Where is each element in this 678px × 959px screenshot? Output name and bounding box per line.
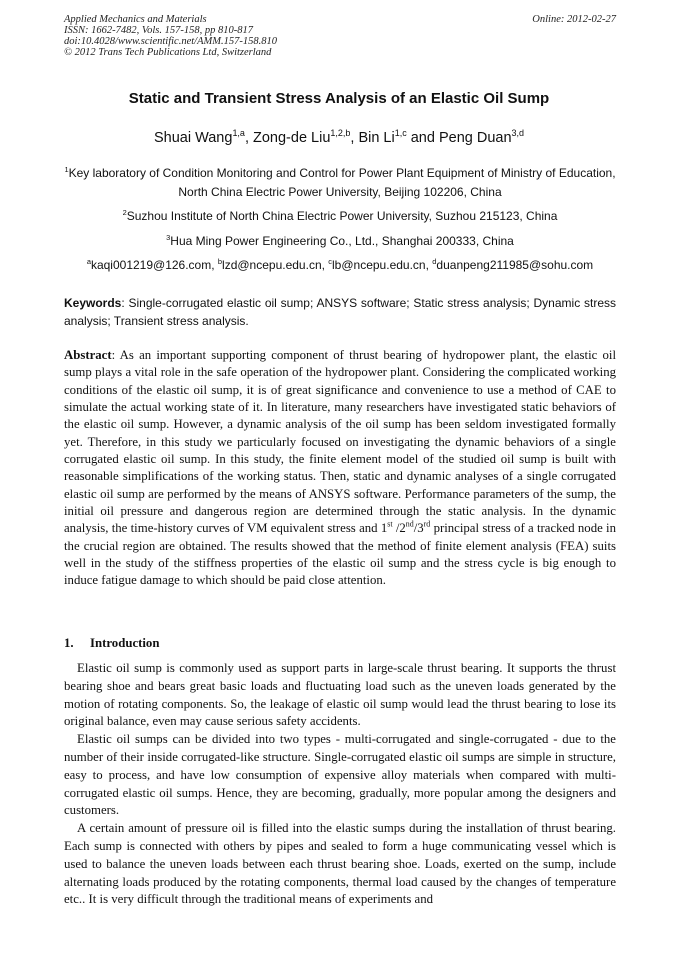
affiliation-1 xyxy=(64,164,616,202)
affiliation-2 xyxy=(64,207,616,226)
journal-header xyxy=(64,14,616,58)
affiliation-sup: 2 xyxy=(122,208,127,217)
author-sup: 1,a xyxy=(232,128,245,139)
affiliation-text: Hua Ming Power Engineering Co., Ltd., Shanghai 200333, China xyxy=(170,234,514,248)
affiliation-sup: 1 xyxy=(64,165,69,174)
author-name: Peng Duan xyxy=(438,130,512,146)
affiliation-text: Suzhou Institute of North China Electric Power University, Suzhou 215123, China xyxy=(126,209,558,223)
paper-title: Static and Transient Stress Analysis of an Elastic Oil Sump xyxy=(128,90,550,107)
doi-line: doi:10.4028/www.scientific.net/AMM.157-158.810 xyxy=(64,36,277,47)
abstract-text: /3 xyxy=(413,521,424,536)
abstract-text: principal stress of a tracked node in the crucial region are obtained. The results showed that the method of finite element analysis (FEA) suits well in the study of the stiffness properties of the elastic oil sump and the stress cycle is big enough to induce fatigue damage to which should be paid close attention. xyxy=(64,521,617,588)
author-name: Shuai Wang xyxy=(153,130,233,146)
email-link[interactable]: duanpeng211985@sohu.com xyxy=(436,258,594,272)
affiliation-3 xyxy=(64,232,616,251)
ordinal-sup: st xyxy=(387,520,393,530)
email-link[interactable]: lb@ncepu.edu.cn xyxy=(332,258,426,272)
keywords-text: : Single-corrugated elastic oil sump; ANSYS software; Static stress analysis; Dynamic stress analysis; Transient stress analysis. xyxy=(64,296,616,328)
author-sep: , xyxy=(350,130,359,146)
abstract-label: Abstract xyxy=(64,348,112,362)
author-and: and xyxy=(406,130,439,146)
email-sup: a xyxy=(86,257,91,266)
author-name: Bin Li xyxy=(358,130,395,146)
author-name: Zong-de Liu xyxy=(253,130,331,146)
keywords-label: Keywords xyxy=(64,296,122,310)
affiliation-sup: 3 xyxy=(166,233,171,242)
section-heading xyxy=(64,636,159,651)
section-number: 1. xyxy=(64,636,74,650)
email-link[interactable]: lzd@ncepu.edu.cn xyxy=(222,258,322,272)
section-title: Introduction xyxy=(90,636,160,650)
email-link[interactable]: kaqi001219@126.com xyxy=(90,258,212,272)
affiliation-text: Key laboratory of Condition Monitoring and Control for Power Plant Equipment of Ministry of Education, North China Electric Power University, Beijing 102206, China xyxy=(68,166,616,199)
online-date: Online: 2012-02-27 xyxy=(532,14,616,25)
author-sup: 1,c xyxy=(394,128,407,139)
paragraph: Elastic oil sump is commonly used as support parts in large-scale thrust bearing. It supports the thrust bearing shoe and bears great basic loads and fluctuating load such as the uneven loads generated by the motion of rotating components. So, the leakage of elastic oil sump would lead the thrust bearing to lose its original balance, even may cause serious safety accidents. xyxy=(64,661,616,729)
abstract xyxy=(64,347,616,590)
paragraph: A certain amount of pressure oil is filled into the elastic sumps during the installation of thrust bearing. Each sump is connected with others by pipes and sealed to form a huge communicating vessel which is used to balance the uneven loads between each thrust bearing shoe. Loads, exerted on the sump, include alternating loads produced by the rotating components, thermal load caused by the changes of temperature etc.. It is very difficult through the traditional means of experiments and xyxy=(64,821,616,907)
email-sup: d xyxy=(432,257,437,266)
author-sep: , xyxy=(244,130,253,146)
copyright-line: © 2012 Trans Tech Publications Ltd, Switzerland xyxy=(64,47,272,58)
keywords xyxy=(64,295,616,330)
email-sup: b xyxy=(217,257,223,266)
abstract-text: : As an important supporting component of thrust bearing of hydropower plant, the elastic oil sump plays a vital role in the safe operation of the hydropower plant. Considering the complicated working conditions of the elastic oil sump, it is of great significance and convenience to use a method of CAE to simulate the actual working state of it. In literature, many researchers have investigated static behaviors of the elastic oil sump. However, a dynamic analysis of the oil sump has been seldom investigated formally yet. Therefore, in this study we particularly focused on investigating the dynamic behaviors of a single corrugated elastic oil sump. In this study, the finite element model of the studied oil sump is built with reasonable simplifications of the working status. Then, static and dynamic analyses of a single corrugated elastic oil sump are performed by the means of ANSYS software. Performance parameters of the sump, the initial oil pressure and dangerous region are determined through the static analysis. In the dynamic analysis, the time-history curves of VM equivalent stress and 1 xyxy=(64,348,616,536)
email-sup: c xyxy=(328,257,333,266)
abstract-text: /2 xyxy=(392,521,406,536)
author-sup: 1,2,b xyxy=(330,128,351,139)
paragraph: Elastic oil sumps can be divided into two types - multi-corrugated and single-corrugated - due to the number of their inside corrugated-like structure. Single-corrugated elastic oil sumps are simple in structure, easy to process, and have low consumption of expensive alloy materials when compared with multi-corrugated elastic oil sumps. Hence, they are becoming, gradually, more popular among the designers and customers. xyxy=(64,732,616,818)
email-line: $^a$kaqi001219@126.com, $^b$lzd@ncepu.edu.cn, $^c$lb@ncepu.edu.cn, $^d$duanpeng211985@sohu.com xyxy=(86,257,594,272)
ordinal-sup: rd xyxy=(423,520,431,530)
author-sup: 3,d xyxy=(511,128,525,139)
author-list xyxy=(0,130,678,146)
body-text xyxy=(64,660,616,909)
issn-line: ISSN: 1662-7482, Vols. 157-158, pp 810-817 xyxy=(64,25,253,36)
journal-name: Applied Mechanics and Materials xyxy=(64,14,207,25)
ordinal-sup: nd xyxy=(405,520,414,530)
